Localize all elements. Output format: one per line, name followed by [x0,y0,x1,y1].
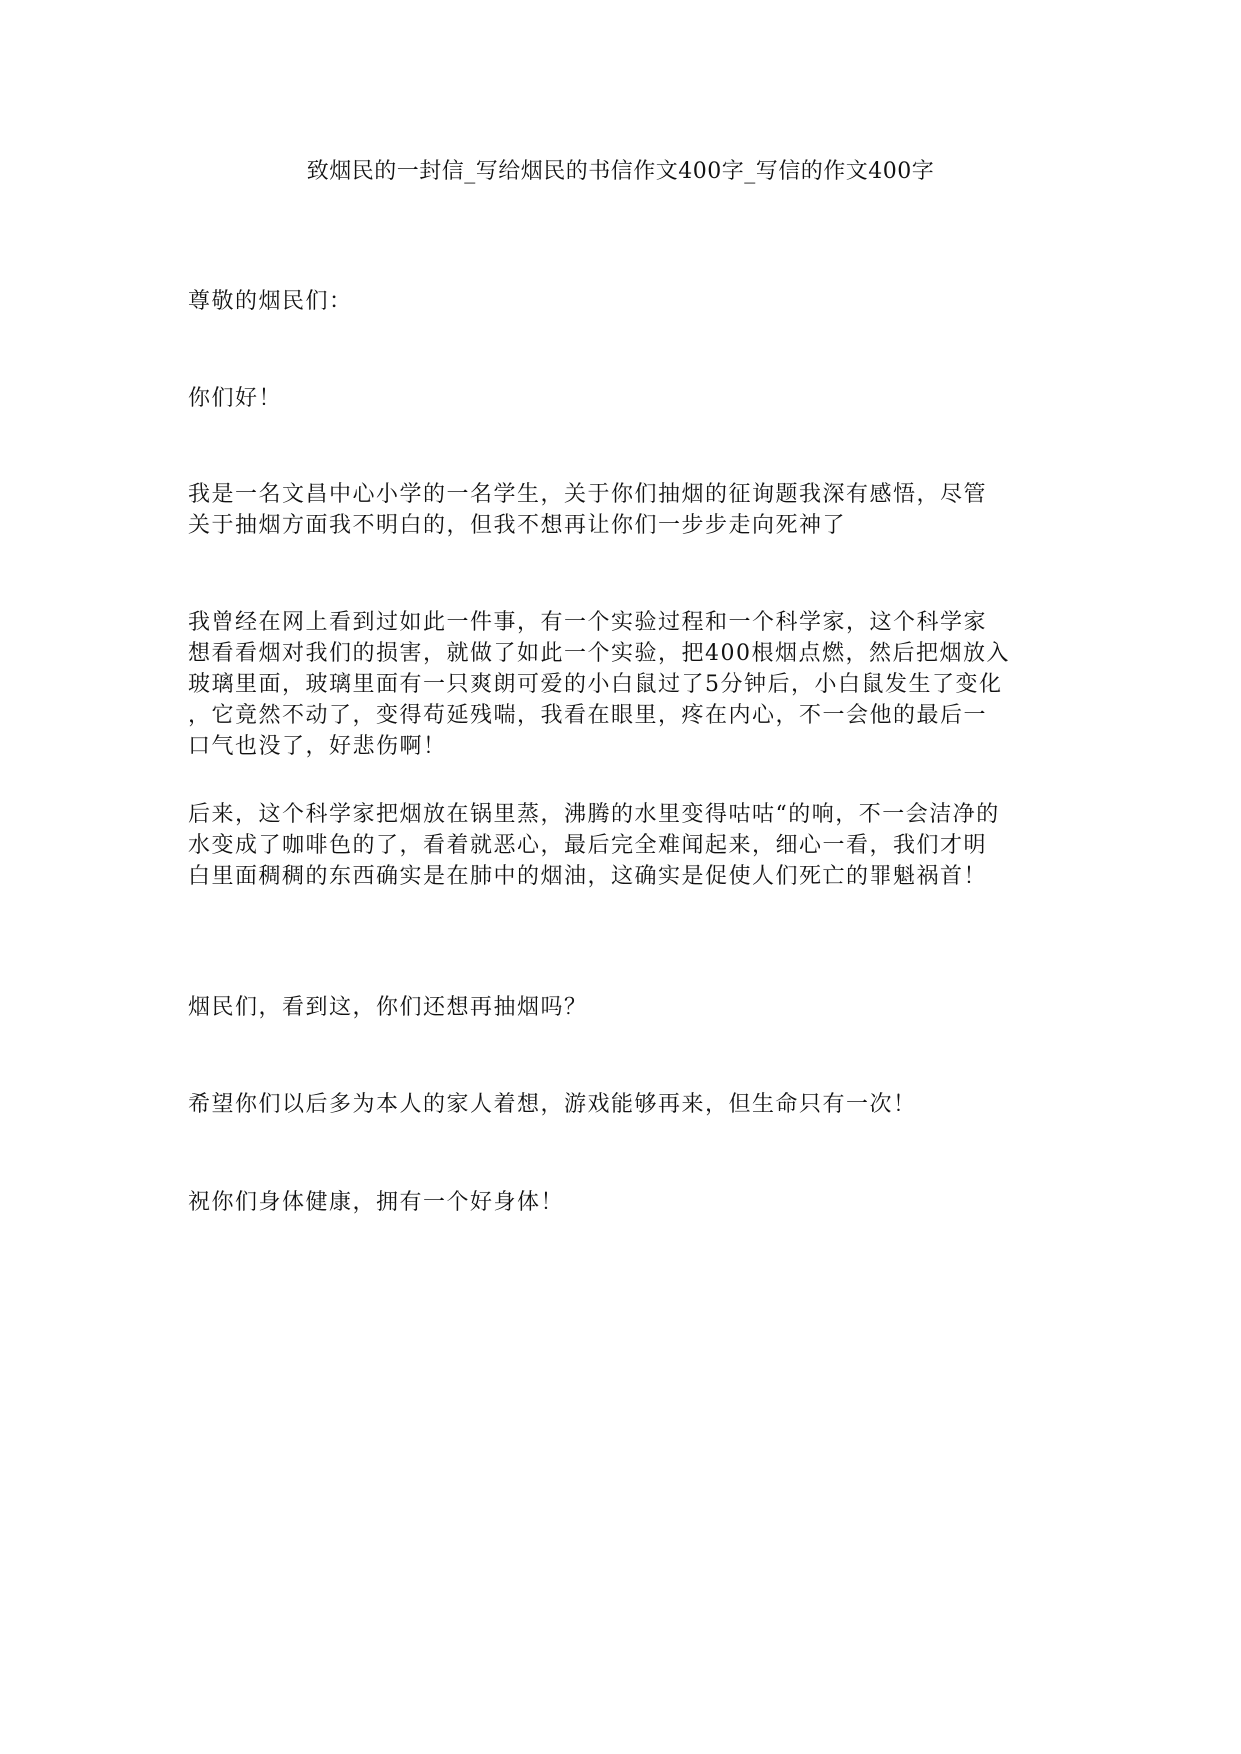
paragraph-hope [188,1089,1068,1120]
greeting-text: 你们好！ [188,386,283,411]
paragraph-line: 我是一名文昌中心小学的一名学生，关于你们抽烟的征询题我深有感悟，尽管 [188,482,988,507]
salutation-text: 尊敬的烟民们： [188,289,353,314]
paragraph-experiment [188,607,1068,762]
paragraph-line: 后来，这个科学家把烟放在锅里蒸，沸腾的水里变得咕咕“的响，不一会洁净的 [188,802,1000,827]
paragraph-line: ，它竟然不动了，变得苟延残喘，我看在眼里，疼在内心，不一会他的最后一 [188,703,988,728]
paragraph-line: 玻璃里面，玻璃里面有一只爽朗可爱的小白鼠过了5分钟后，小白鼠发生了变化 [188,672,1003,697]
paragraph-line: 想看看烟对我们的损害，就做了如此一个实验，把400根烟点燃，然后把烟放入 [188,641,1010,666]
salutation [188,286,1068,317]
paragraph-line: 希望你们以后多为本人的家人着想，游戏能够再来，但生命只有一次！ [188,1092,917,1117]
paragraph-line: 关于抽烟方面我不明白的，但我不想再让你们一步步走向死神了 [188,513,847,538]
paragraph-later [188,799,1068,892]
paragraph-line: 口气也没了，好悲伤啊！ [188,734,447,759]
paragraph-wish [188,1187,1068,1218]
greeting [188,383,1068,414]
paragraph-line: 烟民们，看到这，你们还想再抽烟吗？ [188,995,588,1020]
paragraph-intro [188,479,1068,541]
paragraph-line: 水变成了咖啡色的了，看着就恶心，最后完全难闻起来，细心一看，我们才明 [188,833,988,858]
paragraph-line: 白里面稠稠的东西确实是在肺中的烟油，这确实是促使人们死亡的罪魁祸首！ [188,864,988,889]
paragraph-question [188,992,1068,1023]
document-title: 致烟民的一封信_写给烟民的书信作文400字_写信的作文400字 [306,159,935,184]
paragraph-line: 我曾经在网上看到过如此一件事，有一个实验过程和一个科学家，这个科学家 [188,610,988,635]
paragraph-line: 祝你们身体健康，拥有一个好身体！ [188,1190,565,1215]
